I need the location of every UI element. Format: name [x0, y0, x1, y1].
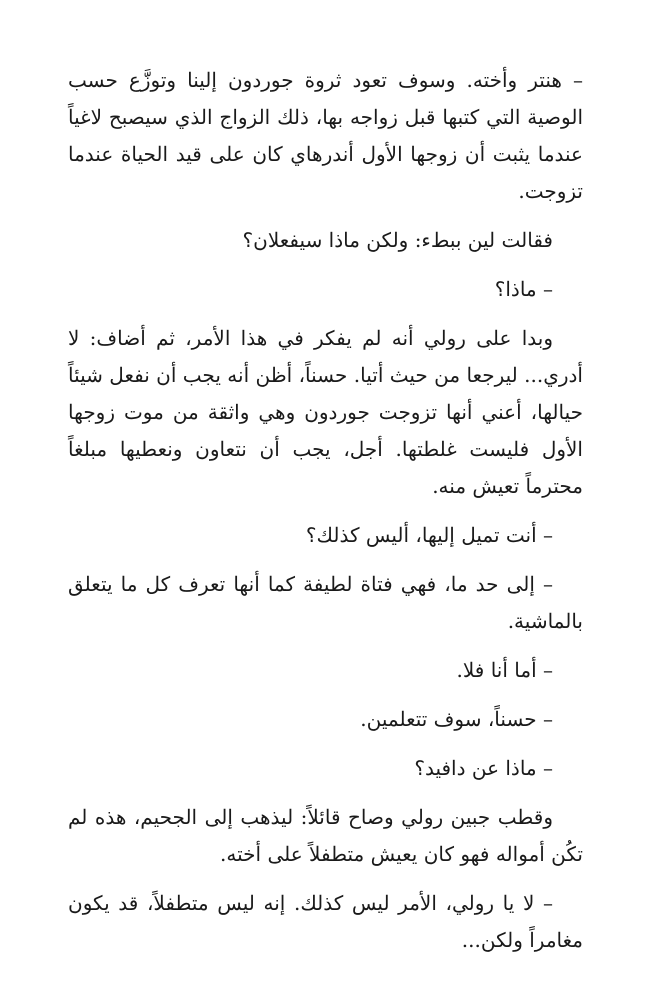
paragraph-7: – أما أنا فلا.	[456, 658, 553, 682]
paragraph-2: فقالت لين ببطء: ولكن ماذا سيفعلان؟	[242, 228, 553, 252]
paragraph-3: – ماذا؟	[494, 277, 553, 301]
paragraph-11: – لا يا رولي، الأمر ليس كذلك. إنه ليس متطفلاً، قد يكون مغامراً ولكن...	[68, 891, 583, 952]
paragraph-1: – هنتر وأخته. وسوف تعود ثروة جوردون إلينا وتوزَّع حسب الوصية التي كتبها قبل زواجه بها، ذلك الزواج الذي سيصبح لاغياً عندما يثبت أن زوجها الأول أندرهاي كان على قيد الحياة عندما تزوجت.	[68, 68, 583, 203]
paragraph-4: وبدا على رولي أنه لم يفكر في هذا الأمر، ثم أضاف: لا أدري... ليرجعا من حيث أتيا. حسناً، أظن أنه يجب أن نفعل شيئاً حيالها، أعني أنها تزوجت جوردون وهي واثقة من موت زوجها الأول فليست غلطتها. أجل، يجب أن نتعاون ونعطيها مبلغاً محترماً تعيش منه.	[68, 326, 583, 498]
paragraph-6: – إلى حد ما، فهي فتاة لطيفة كما أنها تعرف كل ما يتعلق بالماشية.	[68, 572, 583, 633]
paragraph-8: – حسناً، سوف تتعلمين.	[360, 707, 553, 731]
paragraph-9: – ماذا عن دافيد؟	[414, 756, 553, 780]
paragraph-10: وقطب جبين رولي وصاح قائلاً: ليذهب إلى الجحيم، هذه لم تكُن أمواله فهو كان يعيش متطفلاً على أخته.	[68, 805, 583, 866]
paragraph-5: – أنت تميل إليها، أليس كذلك؟	[305, 523, 553, 547]
